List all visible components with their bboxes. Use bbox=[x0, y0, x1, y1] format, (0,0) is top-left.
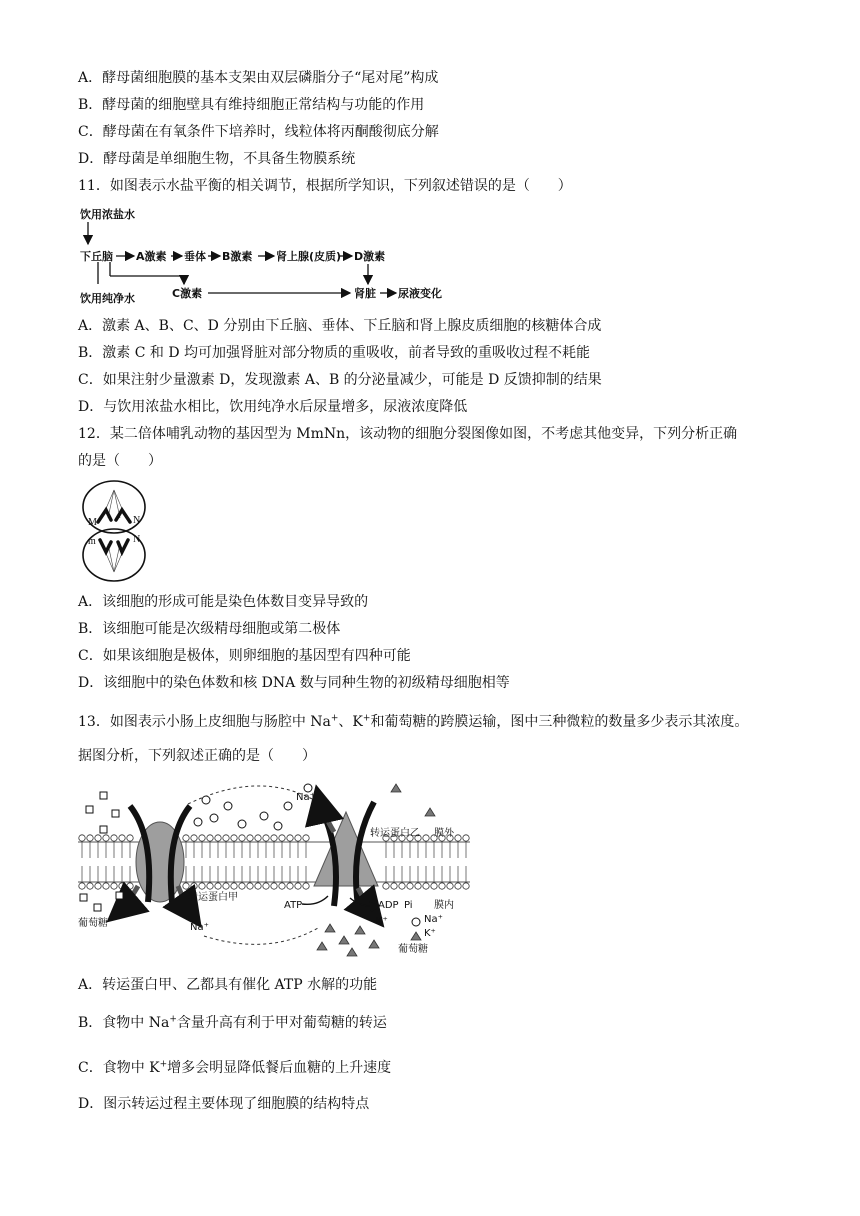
pi-label: Pi bbox=[404, 900, 413, 911]
k-label: K⁺ bbox=[376, 916, 388, 927]
q12-option-d: D．该细胞中的染色体数和核 DNA 数与同种生物的初级精母细胞相等 bbox=[78, 675, 510, 691]
gene-label-m-lower: m bbox=[88, 536, 96, 547]
hypothalamus-label: 下丘脑 bbox=[80, 250, 113, 263]
legend-na: Na⁺ bbox=[424, 914, 443, 925]
adrenal-label: 肾上腺(皮质) bbox=[276, 250, 342, 263]
drink-pure-label: 饮用纯净水 bbox=[80, 292, 135, 305]
protein-b-label: 转运蛋白乙 bbox=[370, 828, 420, 839]
hormone-c-label: C激素 bbox=[172, 287, 203, 300]
hormone-a-label: A激素 bbox=[136, 250, 167, 263]
hormone-d-label: D激素 bbox=[354, 250, 386, 263]
q10-option-d: D．酵母菌是单细胞生物，不具备生物膜系统 bbox=[78, 151, 356, 167]
na-label-outside: Na⁺ bbox=[296, 792, 315, 803]
q13-option-d: D．图示转运过程主要体现了细胞膜的结构特点 bbox=[78, 1096, 370, 1112]
adp-label: ADP bbox=[378, 900, 399, 911]
q11-stem: 11．如图表示水盐平衡的相关调节，根据所学知识，下列叙述错误的是（ ） bbox=[78, 178, 572, 194]
hormone-b-label: B激素 bbox=[222, 250, 253, 263]
transporter-b-shape bbox=[314, 812, 378, 886]
q10-option-a: A．酵母菌细胞膜的基本支架由双层磷脂分子“尾对尾”构成 bbox=[78, 70, 439, 86]
q11-option-b: B．激素 C 和 D 均可加强肾脏对部分物质的重吸收，前者导致的重吸收过程不耗能 bbox=[78, 345, 591, 361]
inside-label: 膜内 bbox=[434, 900, 454, 911]
sup-plus: + bbox=[169, 1014, 177, 1025]
atp-label: ATP bbox=[284, 900, 303, 911]
protein-a-label: 转运蛋白甲 bbox=[188, 892, 238, 903]
drink-salt-label: 饮用浓盐水 bbox=[80, 208, 135, 221]
gene-label-n-upper: N bbox=[133, 515, 141, 526]
q11-option-a: A．激素 A、B、C、D 分别由下丘脑、垂体、下丘脑和肾上腺皮质细胞的核糖体合成 bbox=[78, 318, 602, 334]
q13-stem-line2: 据图分析，下列叙述正确的是（ ） bbox=[78, 748, 316, 764]
q13-option-c bbox=[78, 1058, 391, 1078]
q13-stem-part1: 13．如图表示小肠上皮细胞与肠腔中 Na bbox=[78, 714, 331, 730]
sup-plus: + bbox=[159, 1059, 168, 1070]
q13-option-b-part2: 含量升高有利于甲对葡萄糖的转运 bbox=[176, 1015, 387, 1031]
q12-option-a: A．该细胞的形成可能是染色体数目变异导致的 bbox=[78, 594, 369, 610]
q12-option-c: C．如果该细胞是极体，则卵细胞的基因型有四种可能 bbox=[78, 648, 411, 664]
na-label-inside: Na⁺ bbox=[190, 922, 209, 933]
q13-option-c-part2: 增多会明显降低餐后血糖的上升速度 bbox=[167, 1060, 392, 1076]
sup-plus: + bbox=[330, 713, 339, 724]
sup-plus: + bbox=[362, 713, 371, 724]
q11-option-c: C．如果注射少量激素 D，发现激素 A、B 的分泌量减少，可能是 D 反馈抑制的结果 bbox=[78, 372, 602, 388]
q13-option-b-part1: B．食物中 Na bbox=[78, 1015, 170, 1031]
q13-stem-part3: 和葡萄糖的跨膜运输，图中三种微粒的数量多少表示其浓度。 bbox=[370, 714, 749, 730]
legend-glucose: 葡萄糖 bbox=[398, 944, 428, 955]
gene-label-n-lower: N bbox=[133, 534, 141, 545]
q12-stem-line1: 12．某二倍体哺乳动物的基因型为 MmNn，该动物的细胞分裂图像如图，不考虑其他变异，下列分析正确 bbox=[78, 426, 738, 442]
water-salt-diagram bbox=[78, 204, 478, 308]
q13-option-c-part1: C．食物中 K bbox=[78, 1060, 160, 1076]
q13-option-a: A．转运蛋白甲、乙都具有催化 ATP 水解的功能 bbox=[78, 977, 378, 993]
q11-option-d: D．与饮用浓盐水相比，饮用纯净水后尿量增多，尿液浓度降低 bbox=[78, 399, 468, 415]
pituitary-label: 垂体 bbox=[184, 250, 206, 263]
q13-stem-part2: 、K bbox=[338, 714, 363, 730]
outside-label: 膜外 bbox=[434, 828, 454, 839]
q10-option-c: C．酵母菌在有氧条件下培养时，线粒体将丙酮酸彻底分解 bbox=[78, 124, 439, 140]
q12-option-b: B．该细胞可能是次级精母细胞或第二极体 bbox=[78, 621, 341, 637]
kidney-label: 肾脏 bbox=[354, 287, 376, 300]
cell-division-figure bbox=[78, 478, 150, 584]
q13-stem-line1 bbox=[78, 712, 748, 732]
legend-k: K⁺ bbox=[424, 928, 436, 939]
glucose-label: 葡萄糖 bbox=[78, 918, 108, 929]
gene-label-m-upper: M bbox=[88, 517, 97, 528]
q12-stem-line2: 的是（ ） bbox=[78, 453, 162, 469]
membrane-transport-figure bbox=[78, 776, 470, 960]
q10-option-b: B．酵母菌的细胞壁具有维持细胞正常结构与功能的作用 bbox=[78, 97, 425, 113]
q13-option-b bbox=[78, 1013, 387, 1033]
urine-label: 尿液变化 bbox=[398, 287, 442, 300]
